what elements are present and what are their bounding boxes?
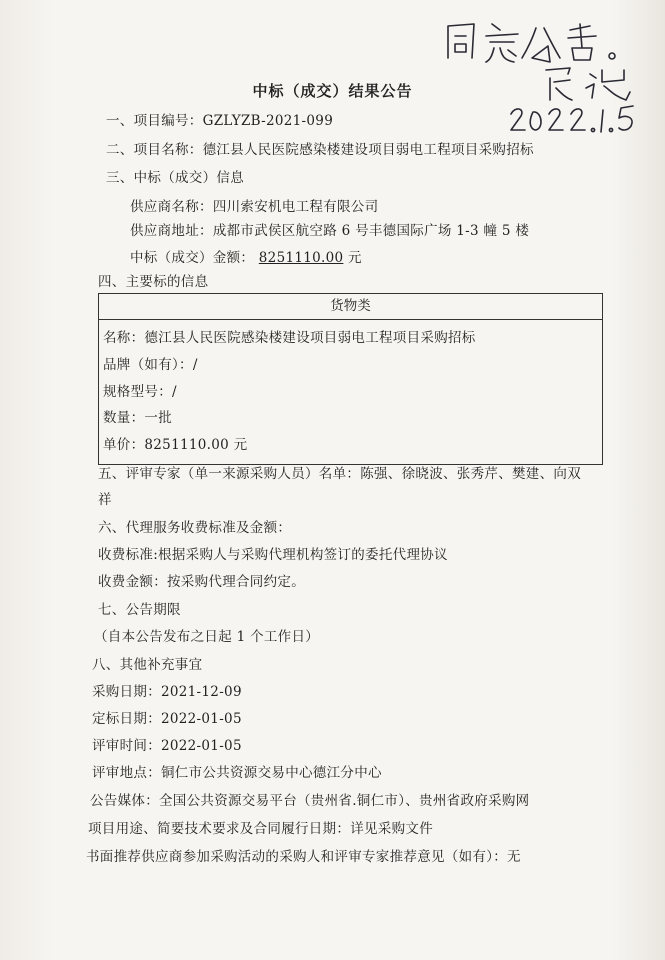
project-number-value: GZLYZB-2021-099 [202, 113, 334, 129]
supplier-name-label: 供应商名称： [130, 199, 213, 215]
supplier-address-label: 供应商地址： [130, 223, 213, 239]
table-row-name: 名称：德江县人民医院感染楼建设项目弱电工程项目采购招标 [103, 330, 476, 346]
notice-period-text: （自本公告发布之日起 1 个工作日） [94, 629, 320, 645]
supplier-address-line [130, 222, 529, 240]
review-location: 评审地点：铜仁市公共资源交易中心德江分中心 [92, 765, 382, 781]
notice-period-heading: 七、公告期限 [98, 602, 181, 618]
table-row-brand: 品牌（如有）：/ [103, 357, 198, 373]
agency-fee-amount: 收费金额：按采购代理合同约定。 [98, 574, 305, 590]
handwritten-date [505, 100, 645, 140]
recommendation-opinion: 书面推荐供应商参加采购活动的采购人和评审专家推荐意见（如有）：无 [86, 849, 521, 865]
award-section-heading: 三、中标（成交）信息 [106, 170, 244, 186]
agency-fee-standard: 收费标准:根据采购人与采购代理机构签订的委托代理协议 [98, 547, 448, 563]
project-number-label: 一、项目编号： [106, 113, 203, 129]
announcement-media: 公告媒体：全国公共资源交易平台（贵州省.铜仁市）、贵州省政府采购网 [90, 793, 530, 809]
agency-fee-heading: 六、代理服务收费标准及金额： [98, 520, 292, 536]
supplementary-heading: 八、其他补充事宜 [92, 657, 203, 673]
experts-line: 五、评审专家（单一来源采购人员）名单：陈强、徐晓波、张秀芹、樊建、向双 [98, 466, 581, 482]
page-title: 中标（成交）结果公告 [252, 82, 413, 100]
supplier-name-line [130, 198, 378, 216]
main-items-heading: 四、主要标的信息 [98, 274, 209, 290]
table-row-spec: 规格型号：/ [103, 384, 177, 400]
supplier-address-value: 成都市武侯区航空路 6 号丰德国际广场 1-3 幢 5 楼 [212, 223, 530, 239]
award-amount-unit: 元 [347, 250, 362, 266]
purchase-date: 采购日期：2021-12-09 [92, 684, 242, 700]
project-usage: 项目用途、简要技术要求及合同履行日期：详见采购文件 [88, 821, 433, 837]
project-name-value: 德江县人民医院感染楼建设项目弱电工程项目采购招标 [202, 142, 534, 158]
award-date: 定标日期：2022-01-05 [92, 711, 242, 727]
supplier-name-value: 四川索安机电工程有限公司 [212, 199, 379, 215]
award-amount-line [130, 249, 362, 267]
award-amount-label: 中标（成交）金额： [130, 250, 255, 266]
project-name-label: 二、项目名称： [106, 142, 203, 158]
table-row-unit-price: 单价：8251110.00 元 [103, 437, 248, 453]
project-name-line [106, 141, 534, 159]
review-time: 评审时间：2022-01-05 [92, 738, 242, 754]
project-number-line [106, 112, 333, 130]
award-amount-value: 8251110.00 [258, 250, 344, 266]
table-header: 货物类 [99, 294, 602, 320]
table-row-quantity: 数量：一批 [103, 410, 172, 426]
experts-line-cont: 祥 [98, 492, 112, 508]
